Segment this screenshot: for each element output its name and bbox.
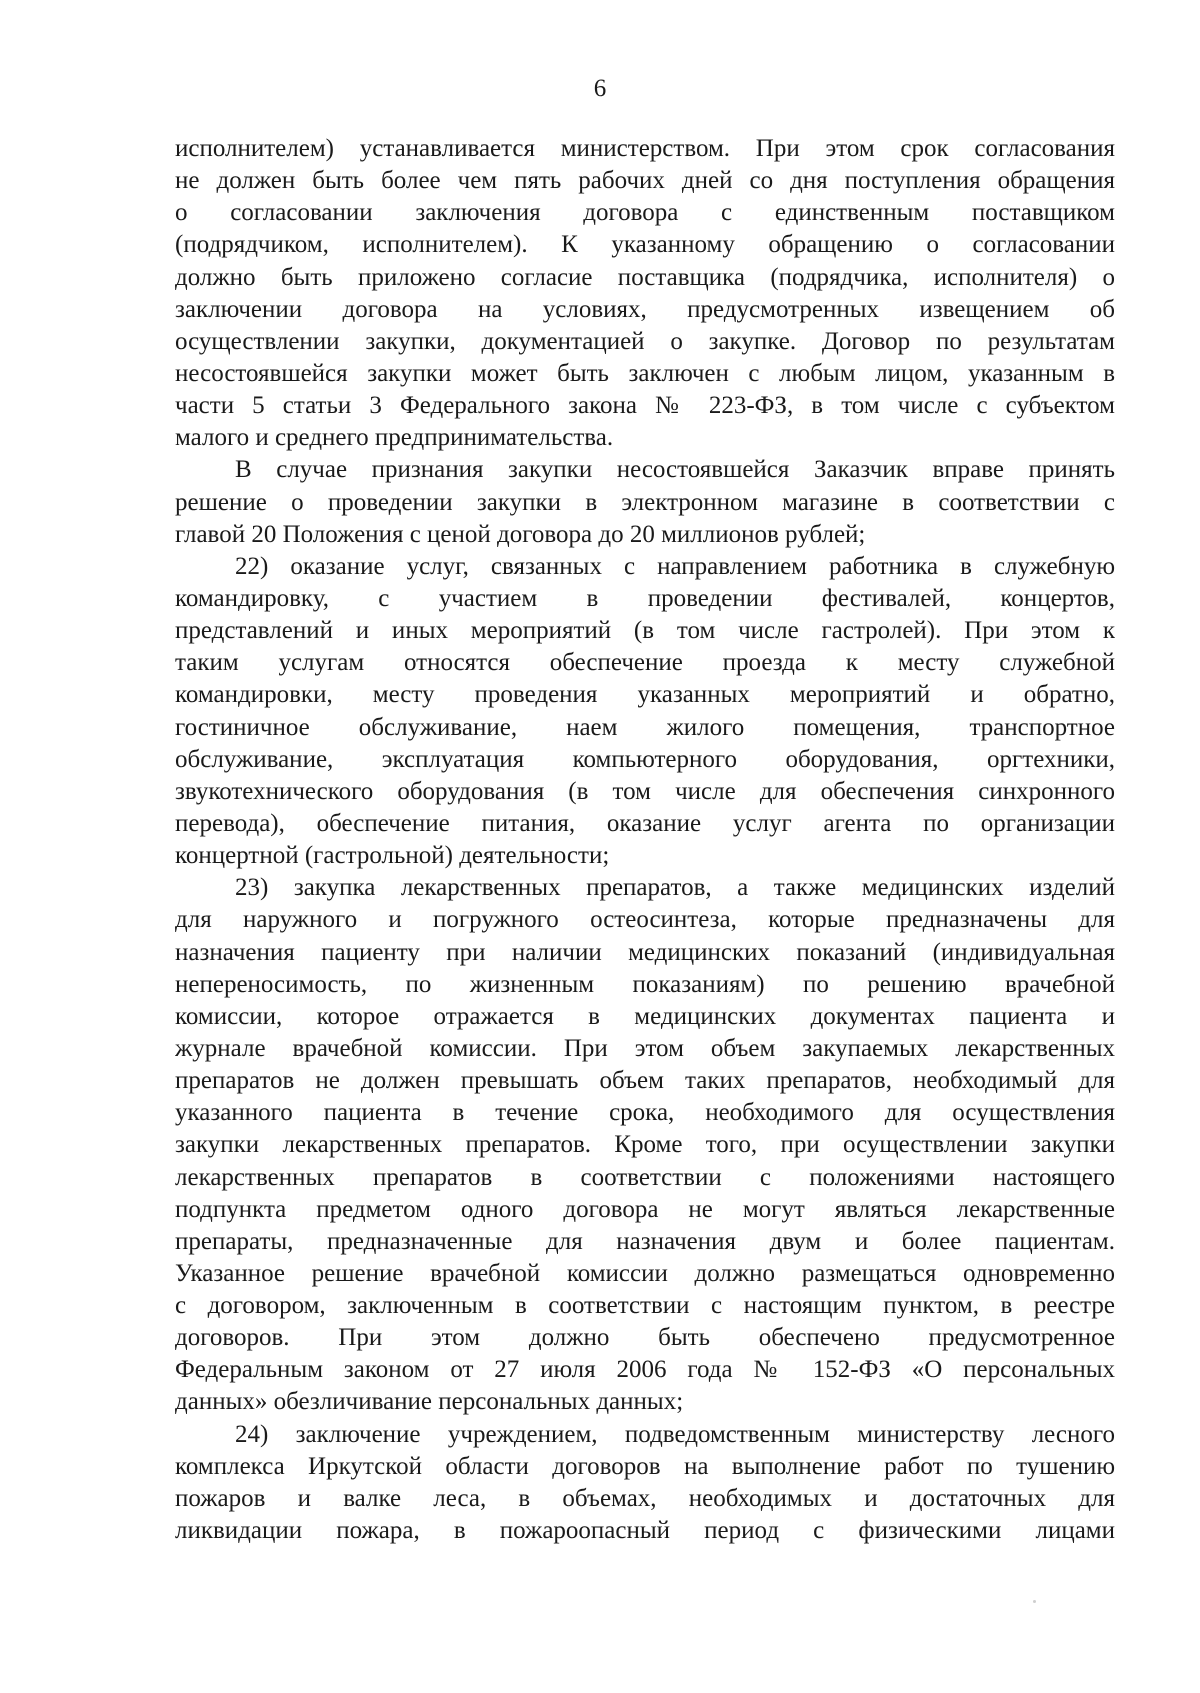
- text-line: указанного пациента в течение срока, необходимого для осуществления: [175, 1099, 1115, 1127]
- text-line: Федеральным законом от 27 июля 2006 года № 152-ФЗ «О персональных: [175, 1356, 1115, 1384]
- text-line: с договором, заключенным в соответствии с настоящим пунктом, в реестре: [175, 1292, 1115, 1320]
- text-line: для наружного и погружного остеосинтеза, которые предназначены для: [175, 906, 1115, 934]
- text-line: препараты, предназначенные для назначения двум и более пациентам.: [175, 1227, 1115, 1255]
- text-line: концертной (гастрольной) деятельности;: [175, 842, 610, 870]
- text-line: данных» обезличивание персональных данных;: [175, 1388, 684, 1416]
- text-line: командировки, месту проведения указанных мероприятий и обратно,: [175, 681, 1115, 709]
- text-line: осуществлении закупки, документацией о закупке. Договор по результатам: [175, 327, 1115, 355]
- text-line: малого и среднего предпринимательства.: [175, 424, 614, 452]
- text-line: звукотехнического оборудования (в том числе для обеспечения синхронного: [175, 777, 1115, 805]
- paragraph-item-24: [175, 1419, 1115, 1548]
- text-line: командировку, с участием в проведении фестивалей, концертов,: [175, 584, 1115, 612]
- paragraph-failed-procurement: [175, 454, 1115, 550]
- text-line: комплекса Иркутской области договоров на выполнение работ по тушению: [175, 1452, 1115, 1480]
- text-line: перевода), обеспечение питания, оказание услуг агента по организации: [175, 809, 1115, 837]
- text-line: 22) оказание услуг, связанных с направлением работника в служебную: [235, 552, 1115, 580]
- text-line: заключении договора на условиях, предусмотренных извещением об: [175, 295, 1115, 323]
- text-line: главой 20 Положения с ценой договора до 20 миллионов рублей;: [175, 520, 866, 548]
- text-line: гостиничное обслуживание, наем жилого помещения, транспортное: [175, 713, 1115, 741]
- page-number: 6: [593, 75, 607, 102]
- text-line: таким услугам относятся обеспечение проезда к месту служебной: [175, 649, 1115, 677]
- text-line: не должен быть более чем пять рабочих дней со дня поступления обращения: [175, 167, 1115, 195]
- text-line: исполнителем) устанавливается министерством. При этом срок согласования: [175, 135, 1115, 162]
- text-line: лекарственных препаратов в соответствии с положениями настоящего: [175, 1163, 1115, 1191]
- text-line: комиссии, которое отражается в медицинских документах пациента и: [175, 1002, 1115, 1030]
- text-line: должно быть приложено согласие поставщика (подрядчика, исполнителя) о: [175, 263, 1115, 291]
- text-line: о согласовании заключения договора с единственным поставщиком: [175, 199, 1115, 227]
- text-line: журнале врачебной комиссии. При этом объем закупаемых лекарственных: [175, 1034, 1115, 1062]
- text-line: назначения пациенту при наличии медицинских показаний (индивидуальная: [175, 938, 1115, 966]
- text-line: препаратов не должен превышать объем таких препаратов, необходимый для: [175, 1067, 1115, 1095]
- text-line: (подрядчиком, исполнителем). К указанному обращению о согласовании: [175, 231, 1115, 259]
- text-line: представлений и иных мероприятий (в том числе гастролей). При этом к: [175, 617, 1115, 645]
- text-line: В случае признания закупки несостоявшейся Заказчик вправе принять: [235, 456, 1115, 484]
- paragraph-item-23: [175, 872, 1115, 1418]
- text-line: подпункта предметом одного договора не могут являться лекарственные: [175, 1195, 1115, 1223]
- scan-speck: [1033, 1600, 1036, 1603]
- text-line: 24) заключение учреждением, подведомственным министерству лесного: [235, 1420, 1115, 1448]
- text-line: Указанное решение врачебной комиссии должно размещаться одновременно: [175, 1259, 1115, 1287]
- text-line: решение о проведении закупки в электронном магазине в соответствии с: [175, 488, 1115, 516]
- text-line: пожаров и валке леса, в объемах, необходимых и достаточных для: [175, 1484, 1115, 1512]
- text-line: закупки лекарственных препаратов. Кроме того, при осуществлении закупки: [175, 1131, 1115, 1159]
- text-line: непереносимость, по жизненным показаниям) по решению врачебной: [175, 970, 1115, 998]
- text-line: договоров. При этом должно быть обеспечено предусмотренное: [175, 1324, 1115, 1352]
- text-line: несостоявшейся закупки может быть заключен с любым лицом, указанным в: [175, 359, 1115, 387]
- text-line: ликвидации пожара, в пожароопасный период с физическими лицами: [175, 1517, 1115, 1545]
- paragraph-continuation: [175, 133, 1115, 454]
- text-line: 23) закупка лекарственных препаратов, а также медицинских изделий: [235, 874, 1115, 902]
- text-line: обслуживание, эксплуатация компьютерного оборудования, оргтехники,: [175, 745, 1115, 773]
- paragraph-item-22: [175, 551, 1115, 872]
- document-body: [175, 133, 1115, 1547]
- text-line: части 5 статьи 3 Федерального закона № 223-ФЗ, в том числе с субъектом: [175, 392, 1115, 420]
